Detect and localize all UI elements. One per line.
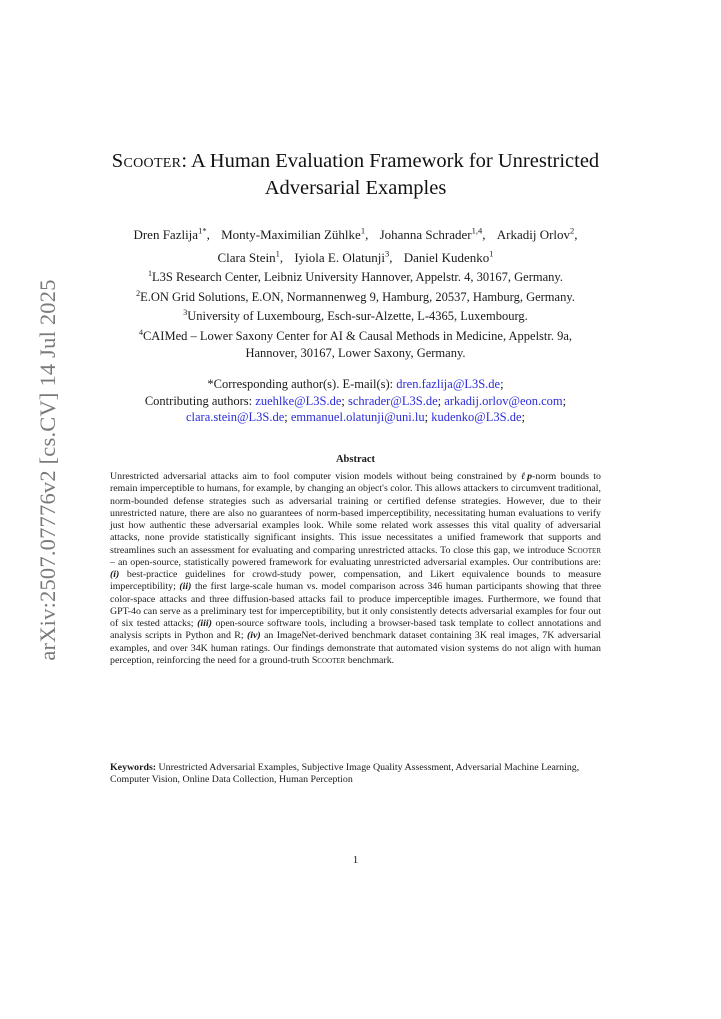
- email-link[interactable]: schrader@L3S.de: [348, 393, 438, 408]
- email-block: [80, 376, 631, 426]
- affiliation: $^1$L3S Research Center, Leibniz University Hannover, Appelstr. 4, 30167, Germany.: [148, 269, 563, 285]
- email-link[interactable]: kudenko@L3S.de: [431, 410, 522, 424]
- title-framework-name: Scooter: [111, 150, 182, 172]
- affiliation: $^3$University of Luxembourg, Esch-sur-Alzette, L-4365, Luxembourg.: [183, 308, 528, 324]
- affiliation: $^4$CAIMed – Lower Saxony Center for AI & Causal Methods in Medicine, Appelstr. 9a, Hannover, 30167, Lower Saxony, Germany.: [138, 327, 573, 360]
- corresponding-author-line: *Corresponding author(s). E-mail(s): dren.fazlija@L3S.de;: [207, 377, 504, 391]
- author-list: [80, 222, 631, 267]
- contributing-authors-line: Contributing authors: zuehlke@L3S.de; schrader@L3S.de; arkadij.orlov@eon.com;: [144, 393, 567, 408]
- author: Dren Fazlija$^{1*}$,: [133, 226, 210, 243]
- email-link[interactable]: dren.fazlija@L3S.de: [396, 377, 501, 391]
- email-link[interactable]: clara.stein@L3S.de: [185, 410, 285, 424]
- affiliation: $^2$E.ON Grid Solutions, E.ON, Normannenweg 9, Hamburg, 20537, Hamburg, Germany.: [136, 288, 575, 304]
- contributing-authors-line: clara.stein@L3S.de; emmanuel.olatunji@uni.lu; kudenko@L3S.de;: [185, 410, 526, 424]
- title-line-1: : A Human Evaluation Framework for Unrestricted: [181, 150, 600, 172]
- arxiv-identifier-stamp: arXiv:2507.07776v2 [cs.CV] 14 Jul 2025: [35, 279, 60, 661]
- email-link[interactable]: emmanuel.olatunji@uni.lu: [290, 410, 425, 424]
- affiliation-list: [80, 266, 631, 361]
- abstract-heading: Abstract: [335, 454, 376, 465]
- abstract-text: Unrestricted adversarial attacks aim to fool computer vision models without being constrained by ℓp-norm bounds to remain imperceptible to humans, for example, by changing an object's color. This allows attackers to circumvent traditional, norm-bounded defense strategies such as adversarial training or certified defense strategies. However, due to their unrestricted nature, there are also no guarantees of norm-based imperceptibility, necessitating human evaluations to verify just how authentic these adversarial examples look. While some related work assesses this vital quality of adversarial attacks, none provide statistically significant insights. This issue necessitates a unified framework that supports and streamlines such an assessment for evaluating and comparing unrestricted attacks. To close this gap, we introduce Scooter – an open-source, statistically powered framework for evaluating unrestricted adversarial examples. Our contributions are: (i) best-practice guidelines for crowd-study power, compensation, and Likert equivalence bounds to measure imperceptibility; (ii) the first large-scale human vs. model comparison across 346 human participants showing that three color-space attacks and three diffusion-based attacks fail to produce imperceptible images. Furthermore, we found that GPT-4o can serve as a preliminary test for imperceptibility, but it only consistently detects adversarial examples for four out of six tested attacks; (iii) open-source software tools, including a browser-based task template to collect annotations and analysis scripts in Python and R; (iv) an ImageNet-derived benchmark dataset containing 3K real images, 7K adversarial examples, and over 34K human ratings. Our findings demonstrate that automated vision systems do not align with human perception, reinforcing the need for a ground-truth Scooter benchmark.: [110, 471, 602, 666]
- email-link[interactable]: arkadij.orlov@eon.com: [444, 393, 563, 408]
- email-link[interactable]: zuehlke@L3S.de: [255, 393, 342, 408]
- keywords-label: Keywords:: [110, 762, 157, 773]
- author: Clara Stein$^1$,: [217, 248, 284, 265]
- author: Daniel Kudenko$^1$: [403, 248, 494, 265]
- author: Johanna Schrader$^{1,4}$,: [379, 226, 486, 243]
- title-line-2: Adversarial Examples: [264, 177, 447, 199]
- author: Arkadij Orlov$^2$,: [496, 226, 578, 243]
- paper-title: [90, 148, 621, 202]
- page-number: 1: [352, 854, 359, 866]
- author: Iyiola E. Olatunji$^3$,: [294, 248, 393, 265]
- keywords: [110, 762, 601, 787]
- keywords-list: Unrestricted Adversarial Examples, Subjective Image Quality Assessment, Adversarial Machine Learning, Computer Vision, Online Data Collection, Human Perception: [110, 762, 580, 786]
- author: Monty-Maximilian Zühlke$^1$,: [221, 226, 369, 243]
